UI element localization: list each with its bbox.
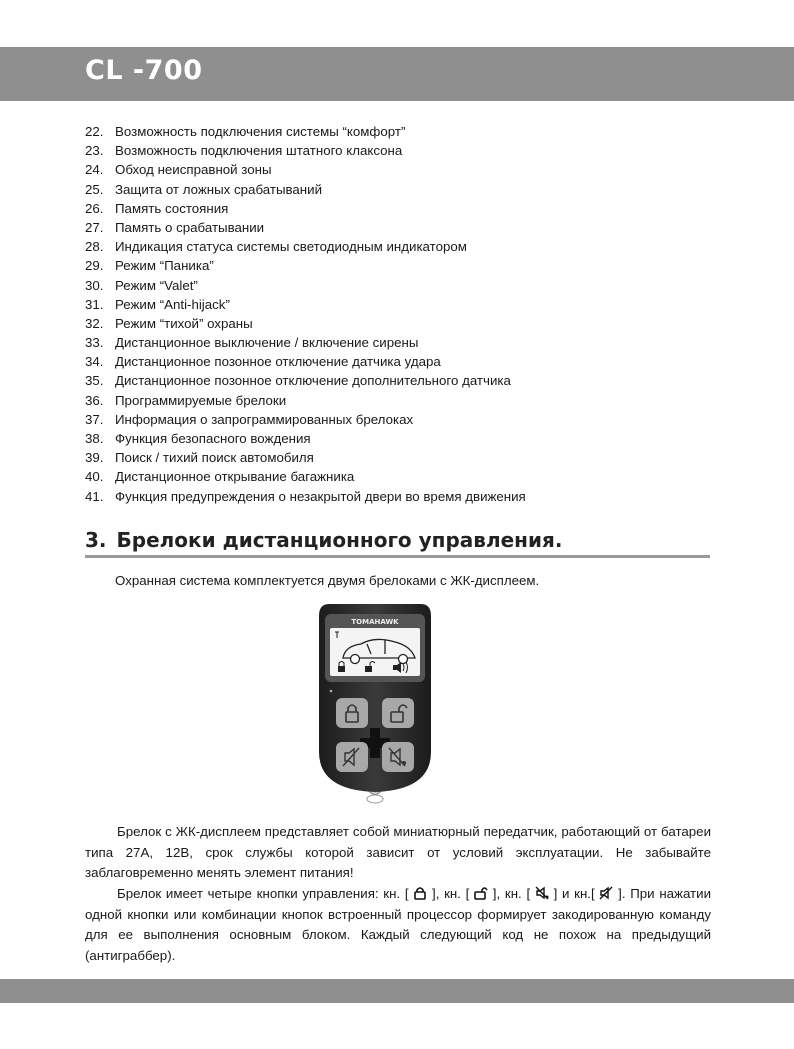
header-bar [0,47,794,101]
footer-bar [0,979,794,1003]
feature-list [85,122,725,506]
list-item: 24. Обход неисправной зоны [85,162,272,178]
silent-icon [535,886,549,900]
list-item: 25. Защита от ложных срабатываний [85,181,323,197]
list-item: 35. Дистанционное позонное отключение дополнительного датчика [85,373,511,389]
mute-button [336,742,368,772]
paragraph-buttons: Брелок имеет четыре кнопки управления: кн. [ ], кн. [ ], кн. [ ] и кн.[ ]. При нажатии одной кнопки или комбинации кнопок встроенный процессор формирует закодированную команду для ее выполнения основным блоком. Каждый следующий код не похож на предыдущий (антиграббер). [85,886,711,963]
list-item: 33. Дистанционное выключение / включение сирены [85,335,419,351]
list-item: 37. Информация о запрограммированных брелоках [85,411,414,427]
list-item: 26. Память состояния [85,200,229,216]
list-item: 27. Память о срабатывании [85,219,265,235]
list-item: 30. Режим “Valet” [85,277,198,293]
list-item: 22. Возможность подключения системы “комфорт” [85,124,406,139]
lock-icon [413,886,427,900]
mute-icon [599,886,613,900]
list-item: 41. Функция предупреждения о незакрытой двери во время движения [85,488,526,504]
list-item: 31. Режим “Anti-hijack” [85,296,230,312]
list-item: 28. Индикация статуса системы светодиодным индикатором [85,239,467,255]
list-item: 34. Дистанционное позонное отключение датчика удара [85,354,441,370]
list-item: 29. Режим “Паника” [85,258,214,274]
list-item: 38. Функция безопасного вождения [85,431,311,446]
list-item: 40. Дистанционное открывание багажника [85,469,355,485]
intro-text: Охранная система комплектуется двумя брелоками с ЖК-дисплеем. [115,573,540,588]
fob-brand: TOMAHAWK [351,618,399,626]
page-title: CL -700 [85,55,203,86]
paragraph-description: Брелок с ЖК-дисплеем представляет собой миниатюрный передатчик, работающий от батареи типа 27А, 12В, срок службы которой зависит от условий эксплуатации. Не забывайте заблаговременно менять элемент питания! [85,824,711,880]
section-divider [85,555,710,558]
key-fob-image [315,602,435,812]
unlock-icon [474,886,488,900]
list-item: 23. Возможность подключения штатного клаксона [85,143,403,159]
unlock-button [382,698,414,728]
section-heading: 3. Брелоки дистанционного управления. [85,528,563,552]
list-item: 36. Программируемые брелоки [85,392,287,408]
list-item: 39. Поиск / тихий поиск автомобиля [85,450,314,466]
list-item: 32. Режим “тихой” охраны [85,315,253,331]
lock-button [336,698,368,728]
silent-button [382,742,414,772]
